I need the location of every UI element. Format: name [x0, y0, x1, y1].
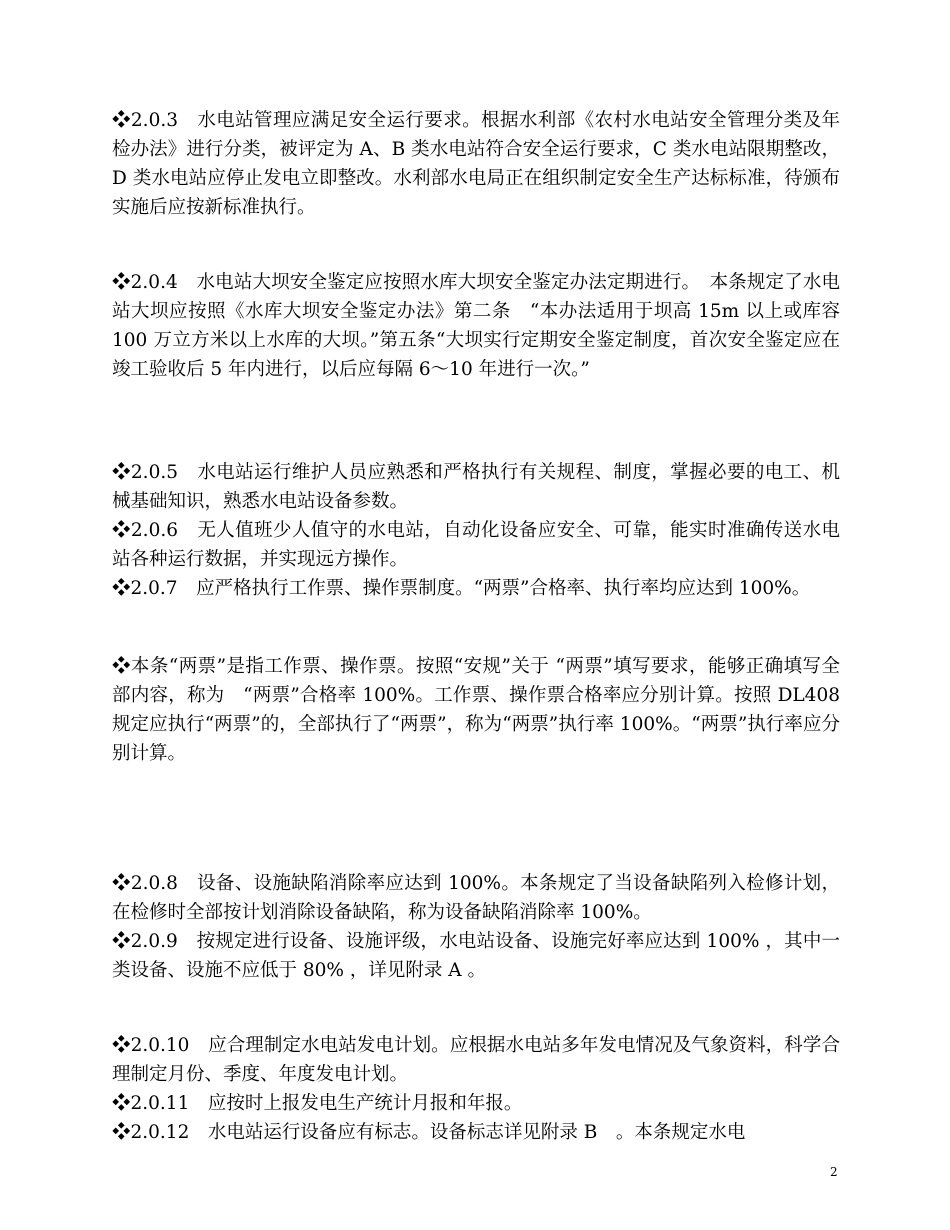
clause-2-0-12: ❖2.0.12 水电站运行设备应有标志。设备标志详见附录 B 。本条规定水电 [112, 1122, 746, 1143]
clause-2-0-6: ❖2.0.6 无人值班少人值守的水电站，自动化设备应安全、可靠，能实时准确传送水电站各种运行数据，并实现远方操作。 [112, 520, 840, 570]
clause-2-0-7-explanation: ❖本条“两票”是指工作票、操作票。按照“安规”关于 “两票”填写要求，能够正确填写全部内容，称为 “两票”合格率 100%。工作票、操作票合格率应分别计算。按照 DL408 规定应执行“两票”的，全部执行了“两票”，称为“两票”执行率 100%。“两票”执行率应分别计算。 [112, 656, 840, 764]
clause-2-0-3: ❖2.0.3 水电站管理应满足安全运行要求。根据水利部《农村水电站安全管理分类及年检办法》进行分类，被评定为 A、B 类水电站符合安全运行要求，C 类水电站限期整改，D 类水电站应停止发电立即整改。水利部水电局正在组织制定安全生产达标标准，待颁布实施后应按新标准执行。 [112, 110, 840, 218]
clause-2-0-8: ❖2.0.8 设备、设施缺陷消除率应达到 100%。本条规定了当设备缺陷列入检修计划，在检修时全部按计划消除设备缺陷，称为设备缺陷消除率 100%。 [112, 873, 840, 923]
clause-2-0-11: ❖2.0.11 应按时上报发电生产统计月报和年报。 [112, 1093, 523, 1114]
clause-2-0-9: ❖2.0.9 按规定进行设备、设施评级，水电站设备、设施完好率应达到 100% ，其中一类设备、设施不应低于 80% ，详见附录 A 。 [112, 931, 840, 981]
clause-2-0-5: ❖2.0.5 水电站运行维护人员应熟悉和严格执行有关规程、制度，掌握必要的电工、机械基础知识，熟悉水电站设备参数。 [112, 462, 840, 512]
clause-2-0-10: ❖2.0.10 应合理制定水电站发电计划。应根据水电站多年发电情况及气象资料，科学合理制定月份、季度、年度发电计划。 [112, 1035, 840, 1085]
page-number: 2 [830, 1165, 838, 1179]
clause-2-0-7: ❖2.0.7 应严格执行工作票、操作票制度。“两票”合格率、执行率均应达到 100%。 [112, 578, 811, 599]
clause-2-0-4: ❖2.0.4 水电站大坝安全鉴定应按照水库大坝安全鉴定办法定期进行。 本条规定了水电站大坝应按照《水库大坝安全鉴定办法》第二条 “本办法适用于坝高 15m 以上或库容 100 万立方米以上水库的大坝。”第五条“大坝实行定期安全鉴定制度，首次安全鉴定应在竣工验收后 5 年内进行，以后应每隔 6～10 年进行一次。” [112, 272, 840, 380]
